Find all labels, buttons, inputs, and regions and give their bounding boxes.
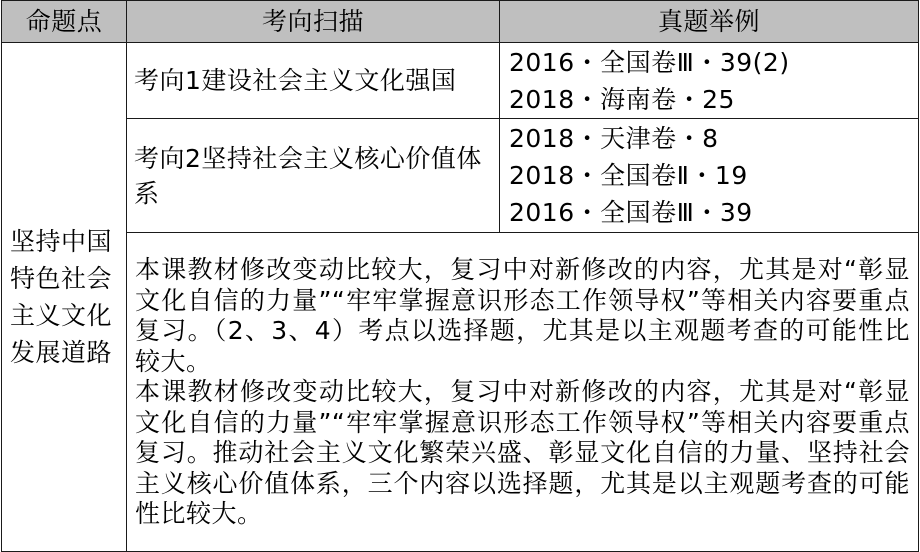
review-note: 本课教材修改变动比较大，复习中对新修改的内容，尤其是对“彰显文化自信的力量”“牢牢掌握意识形态工作领导权”等相关内容要重点复习。推动社会主义文化繁荣兴盛、彰显文化自信的力量、坚持社会主义核心价值体系，三个内容以选择题，尤其是以主观题考查的可能性比较大。 — [135, 377, 910, 529]
examples-cell-1 — [500, 43, 919, 119]
exam-example: 2018・全国卷Ⅱ・19 — [509, 161, 748, 190]
header-direction: 考向扫描 — [127, 1, 500, 43]
review-notes-cell — [127, 233, 919, 552]
examples-cell-2 — [500, 119, 919, 233]
topic-cell: 坚持中国特色社会主义文化发展道路 — [2, 43, 127, 552]
exam-example: 2018・海南卷・25 — [509, 84, 735, 114]
exam-topic-table — [1, 0, 919, 552]
header-topic: 命题点 — [2, 1, 127, 43]
direction-cell-1: 考向1建设社会主义文化强国 — [127, 43, 500, 119]
table-row — [2, 43, 919, 119]
exam-example: 2016・全国卷Ⅲ・39 — [509, 198, 753, 227]
direction-cell-2: 考向2坚持社会主义核心价值体系 — [127, 119, 500, 233]
table-header-row — [2, 1, 919, 43]
table-row — [2, 233, 919, 552]
header-examples: 真题举例 — [500, 1, 919, 43]
table-row — [2, 119, 919, 233]
review-note: 本课教材修改变动比较大，复习中对新修改的内容，尤其是对“彰显文化自信的力量”“牢牢掌握意识形态工作领导权”等相关内容要重点复习。（2、3、4）考点以选择题，尤其是以主观题考查的可能性比较大。 — [135, 255, 910, 376]
exam-example: 2018・天津卷・8 — [509, 124, 719, 153]
exam-example: 2016・全国卷Ⅲ・39(2) — [509, 47, 790, 77]
